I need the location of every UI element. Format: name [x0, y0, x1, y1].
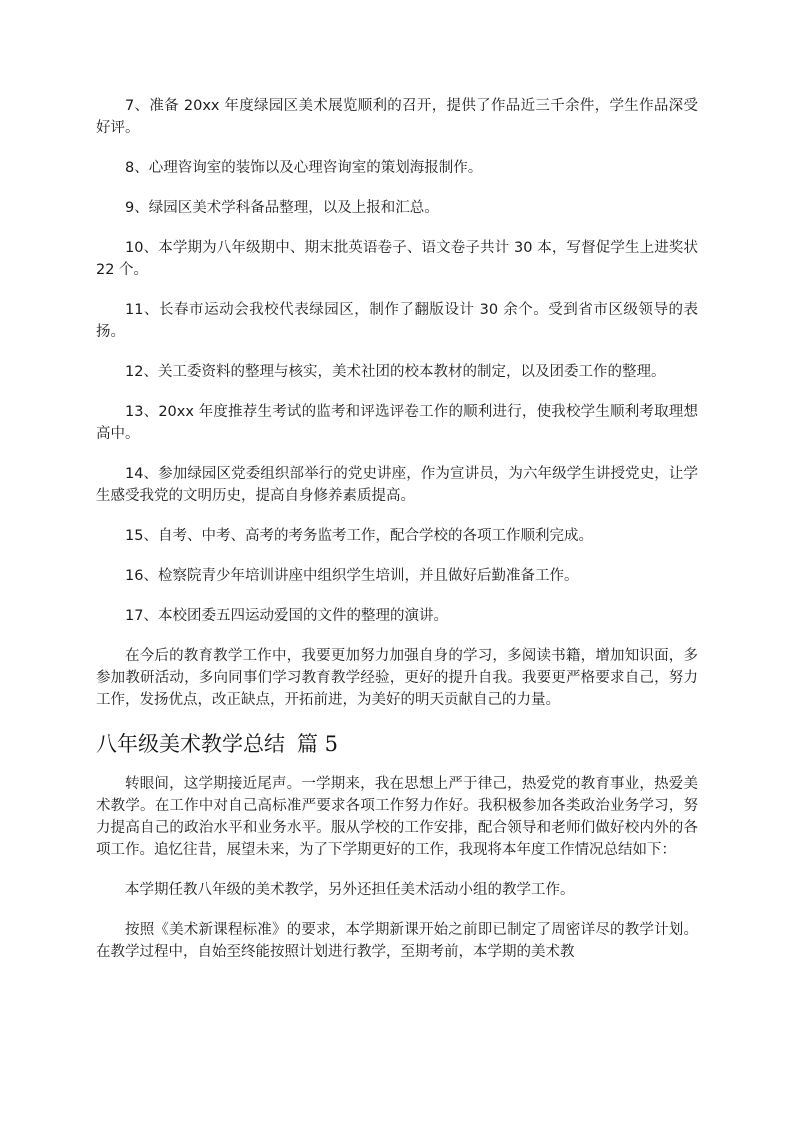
list-item-9: 9、绿园区美术学科备品整理，以及上报和汇总。	[125, 200, 439, 216]
section-title: 八年级美术教学总结	[96, 732, 285, 756]
body-paragraph-intro: 转眼间，这学期接近尾声。一学期来，我在思想上严于律己，热爱党的教育事业，热爱美术教学。在工作中对自己高标准严要求各项工作努力作好。我积极参加各类政治业务学习，努力提高自己的政治水平和业务水平。服从学校的工作安排，配合领导和老师们做好校内外的各项工作。追忆往昔，展望未来，为了下学期更好的工作，我现将本年度工作情况总结如下：	[96, 776, 698, 858]
list-item-14: 14、参加绿园区党委组织部举行的党史讲座，作为宣讲员，为六年级学生讲授党史，让学生感受我党的文明历史，提高自身修养素质提高。	[96, 466, 698, 504]
body-paragraph-duties: 本学期任教八年级的美术教学，另外还担任美术活动小组的教学工作。	[125, 882, 575, 898]
list-item-7: 7、准备 20xx 年度绿园区美术展览顺利的召开，提供了作品近三千余件，学生作品深受好评。	[96, 98, 698, 136]
list-item-10: 10、本学期为八年级期中、期末批英语卷子、语文卷子共计 30 本，写督促学生上进奖状 22 个。	[96, 240, 698, 278]
closing-paragraph: 在今后的教育教学工作中，我要更加努力加强自身的学习，多阅读书籍，增加知识面，多参加教研活动，多向同事们学习教育教学经验，更好的提升自我。我要更严格要求自己，努力工作，发扬优点，改正缺点，开拓前进，为美好的明天贡献自己的力量。	[96, 648, 698, 708]
list-item-11: 11、长春市运动会我校代表绿园区，制作了翻版设计 30 余个。受到省市区级领导的表扬。	[96, 302, 698, 340]
section-heading	[96, 729, 698, 759]
section-part-label: 篇 5	[297, 732, 339, 756]
document-page	[96, 95, 698, 981]
body-paragraph-plan: 按照《美术新课程标准》的要求，本学期新课开始之前即已制定了周密详尽的教学计划。在教学过程中，自始至终能按照计划进行教学，至期考前，本学期的美术教	[96, 922, 698, 960]
list-item-16: 16、检察院青少年培训讲座中组织学生培训，并且做好后勤准备工作。	[125, 568, 579, 584]
list-item-13: 13、20xx 年度推荐生考试的监考和评选评卷工作的顺利进行，使我校学生顺利考取理想高中。	[96, 404, 698, 442]
list-item-8: 8、心理咨询室的装饰以及心理咨询室的策划海报制作。	[125, 160, 483, 176]
list-item-17: 17、本校团委五四运动爱国的文件的整理的演讲。	[125, 608, 448, 624]
list-item-15: 15、自考、中考、高考的考务监考工作，配合学校的各项工作顺利完成。	[125, 528, 593, 544]
list-item-12: 12、关工委资料的整理与核实，美术社团的校本教材的制定，以及团委工作的整理。	[125, 364, 666, 380]
